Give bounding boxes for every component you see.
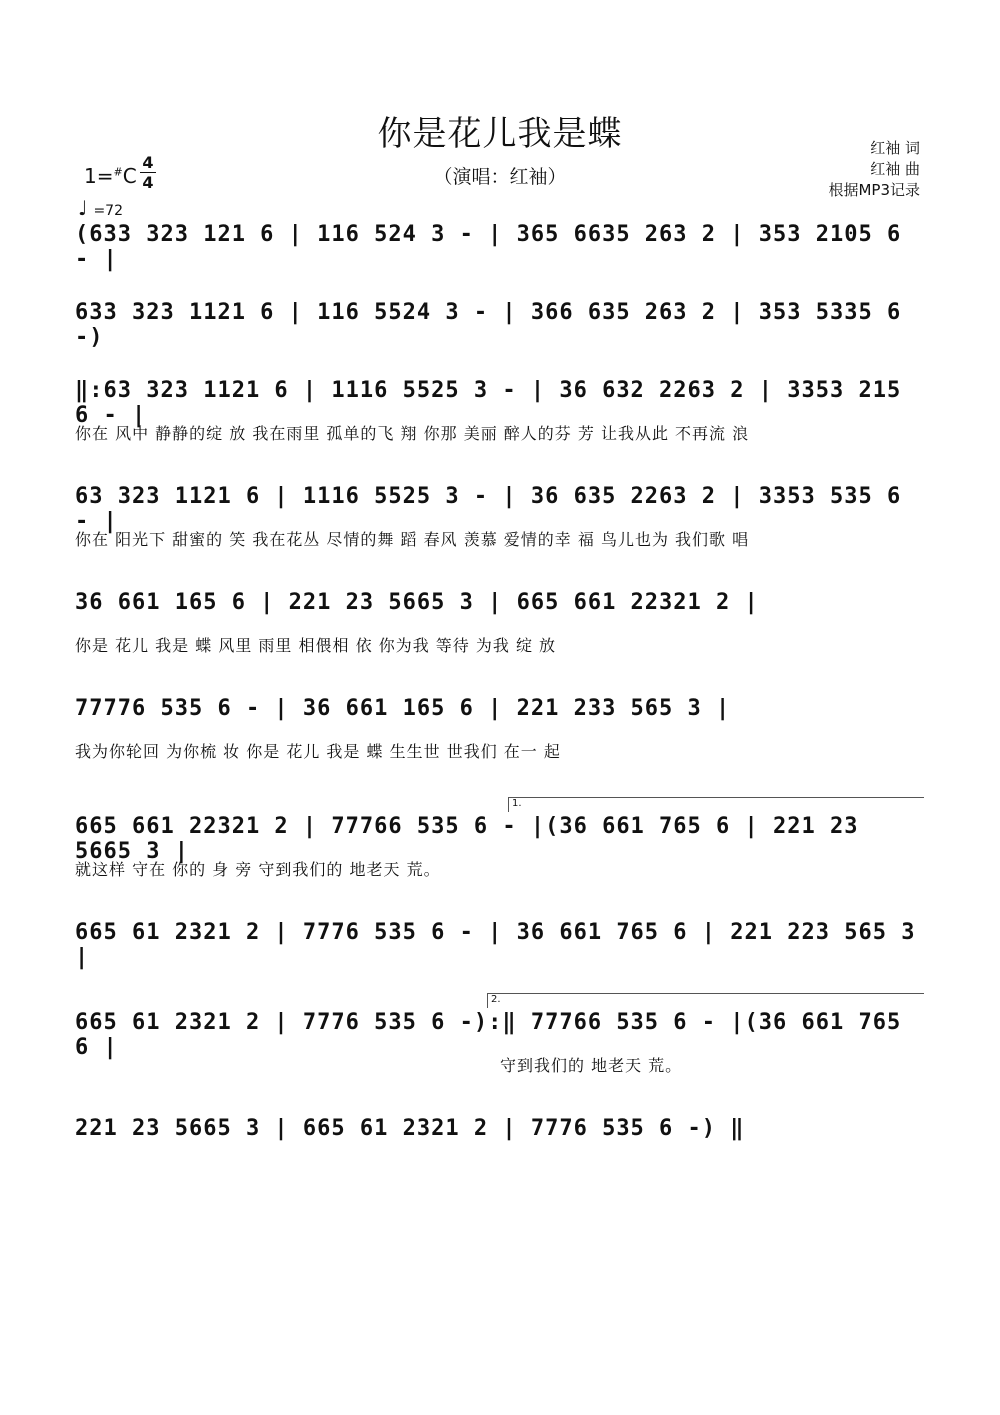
lyric-row-7: 就这样 守在 你的 身 旁 守到我们的 地老天 荒。 xyxy=(75,860,441,879)
meter-bottom: 4 xyxy=(142,173,154,192)
tempo-marking: ♩ =72 xyxy=(78,196,123,220)
transcription-credit: 根据MP3记录 xyxy=(828,181,920,199)
song-title: 你是花儿我是蝶 xyxy=(377,114,623,154)
performer-subtitle: （演唱：红袖） xyxy=(433,166,567,188)
lyric-row-4: 你在 阳光下 甜蜜的 笑 我在花丛 尽情的舞 蹈 春风 羡慕 爱情的幸 福 鸟儿也为 我们歌 唱 xyxy=(75,530,750,549)
quarter-note-icon: ♩ xyxy=(78,196,88,220)
notation-row-8: 665 61 2321 2 | 7776 535 6 - | 36 661 765 6 | 221 223 565 3 | xyxy=(75,920,916,970)
notation-row-3: ‖:63 323 1121 6 | 1116 5525 3 - | 36 632 2263 2 | 3353 215 6 - | xyxy=(75,378,902,428)
time-signature xyxy=(138,154,158,191)
meter-top: 4 xyxy=(142,153,154,172)
notation-row-5: 36 661 165 6 | 221 23 5665 3 | 665 661 22321 2 | xyxy=(75,590,759,615)
notation-row-7: 665 661 22321 2 | 77766 535 6 - |(36 661 765 6 | 221 23 5665 3 | xyxy=(75,814,859,864)
lyricist-credit: 红袖 词 xyxy=(870,139,920,157)
lyric-row-3: 你在 风中 静静的绽 放 我在雨里 孤单的飞 翔 你那 美丽 醉人的芬 芳 让我从此 不再流 浪 xyxy=(75,424,750,443)
volta-first-ending: 1. xyxy=(508,797,924,812)
notation-row-6: 77776 535 6 - | 36 661 165 6 | 221 233 565 3 | xyxy=(75,696,731,721)
lyric-row-5: 你是 花儿 我是 蝶 风里 雨里 相偎相 依 你为我 等待 为我 绽 放 xyxy=(75,636,557,655)
notation-row-2: 633 323 1121 6 | 116 5524 3 - | 366 635 263 2 | 353 5335 6 -) xyxy=(75,300,902,350)
volta-second-ending: 2. xyxy=(487,993,924,1008)
key-signature: 1=#C xyxy=(84,164,137,188)
notation-row-4: 63 323 1121 6 | 1116 5525 3 - | 36 635 2263 2 | 3353 535 6 - | xyxy=(75,484,902,534)
lyric-row-6: 我为你轮回 为你梳 妆 你是 花儿 我是 蝶 生生世 世我们 在一 起 xyxy=(75,742,561,761)
notation-row-9: 665 61 2321 2 | 7776 535 6 -):‖ 77766 535 6 - |(36 661 765 6 | xyxy=(75,1010,902,1060)
composer-credit: 红袖 曲 xyxy=(870,160,920,178)
notation-row-10: 221 23 5665 3 | 665 61 2321 2 | 7776 535 6 -) ‖ xyxy=(75,1116,745,1141)
lyric-row-9: 守到我们的 地老天 荒。 xyxy=(500,1056,683,1075)
notation-row-1: (633 323 121 6 | 116 524 3 - | 365 6635 263 2 | 353 2105 6 - | xyxy=(75,222,902,272)
